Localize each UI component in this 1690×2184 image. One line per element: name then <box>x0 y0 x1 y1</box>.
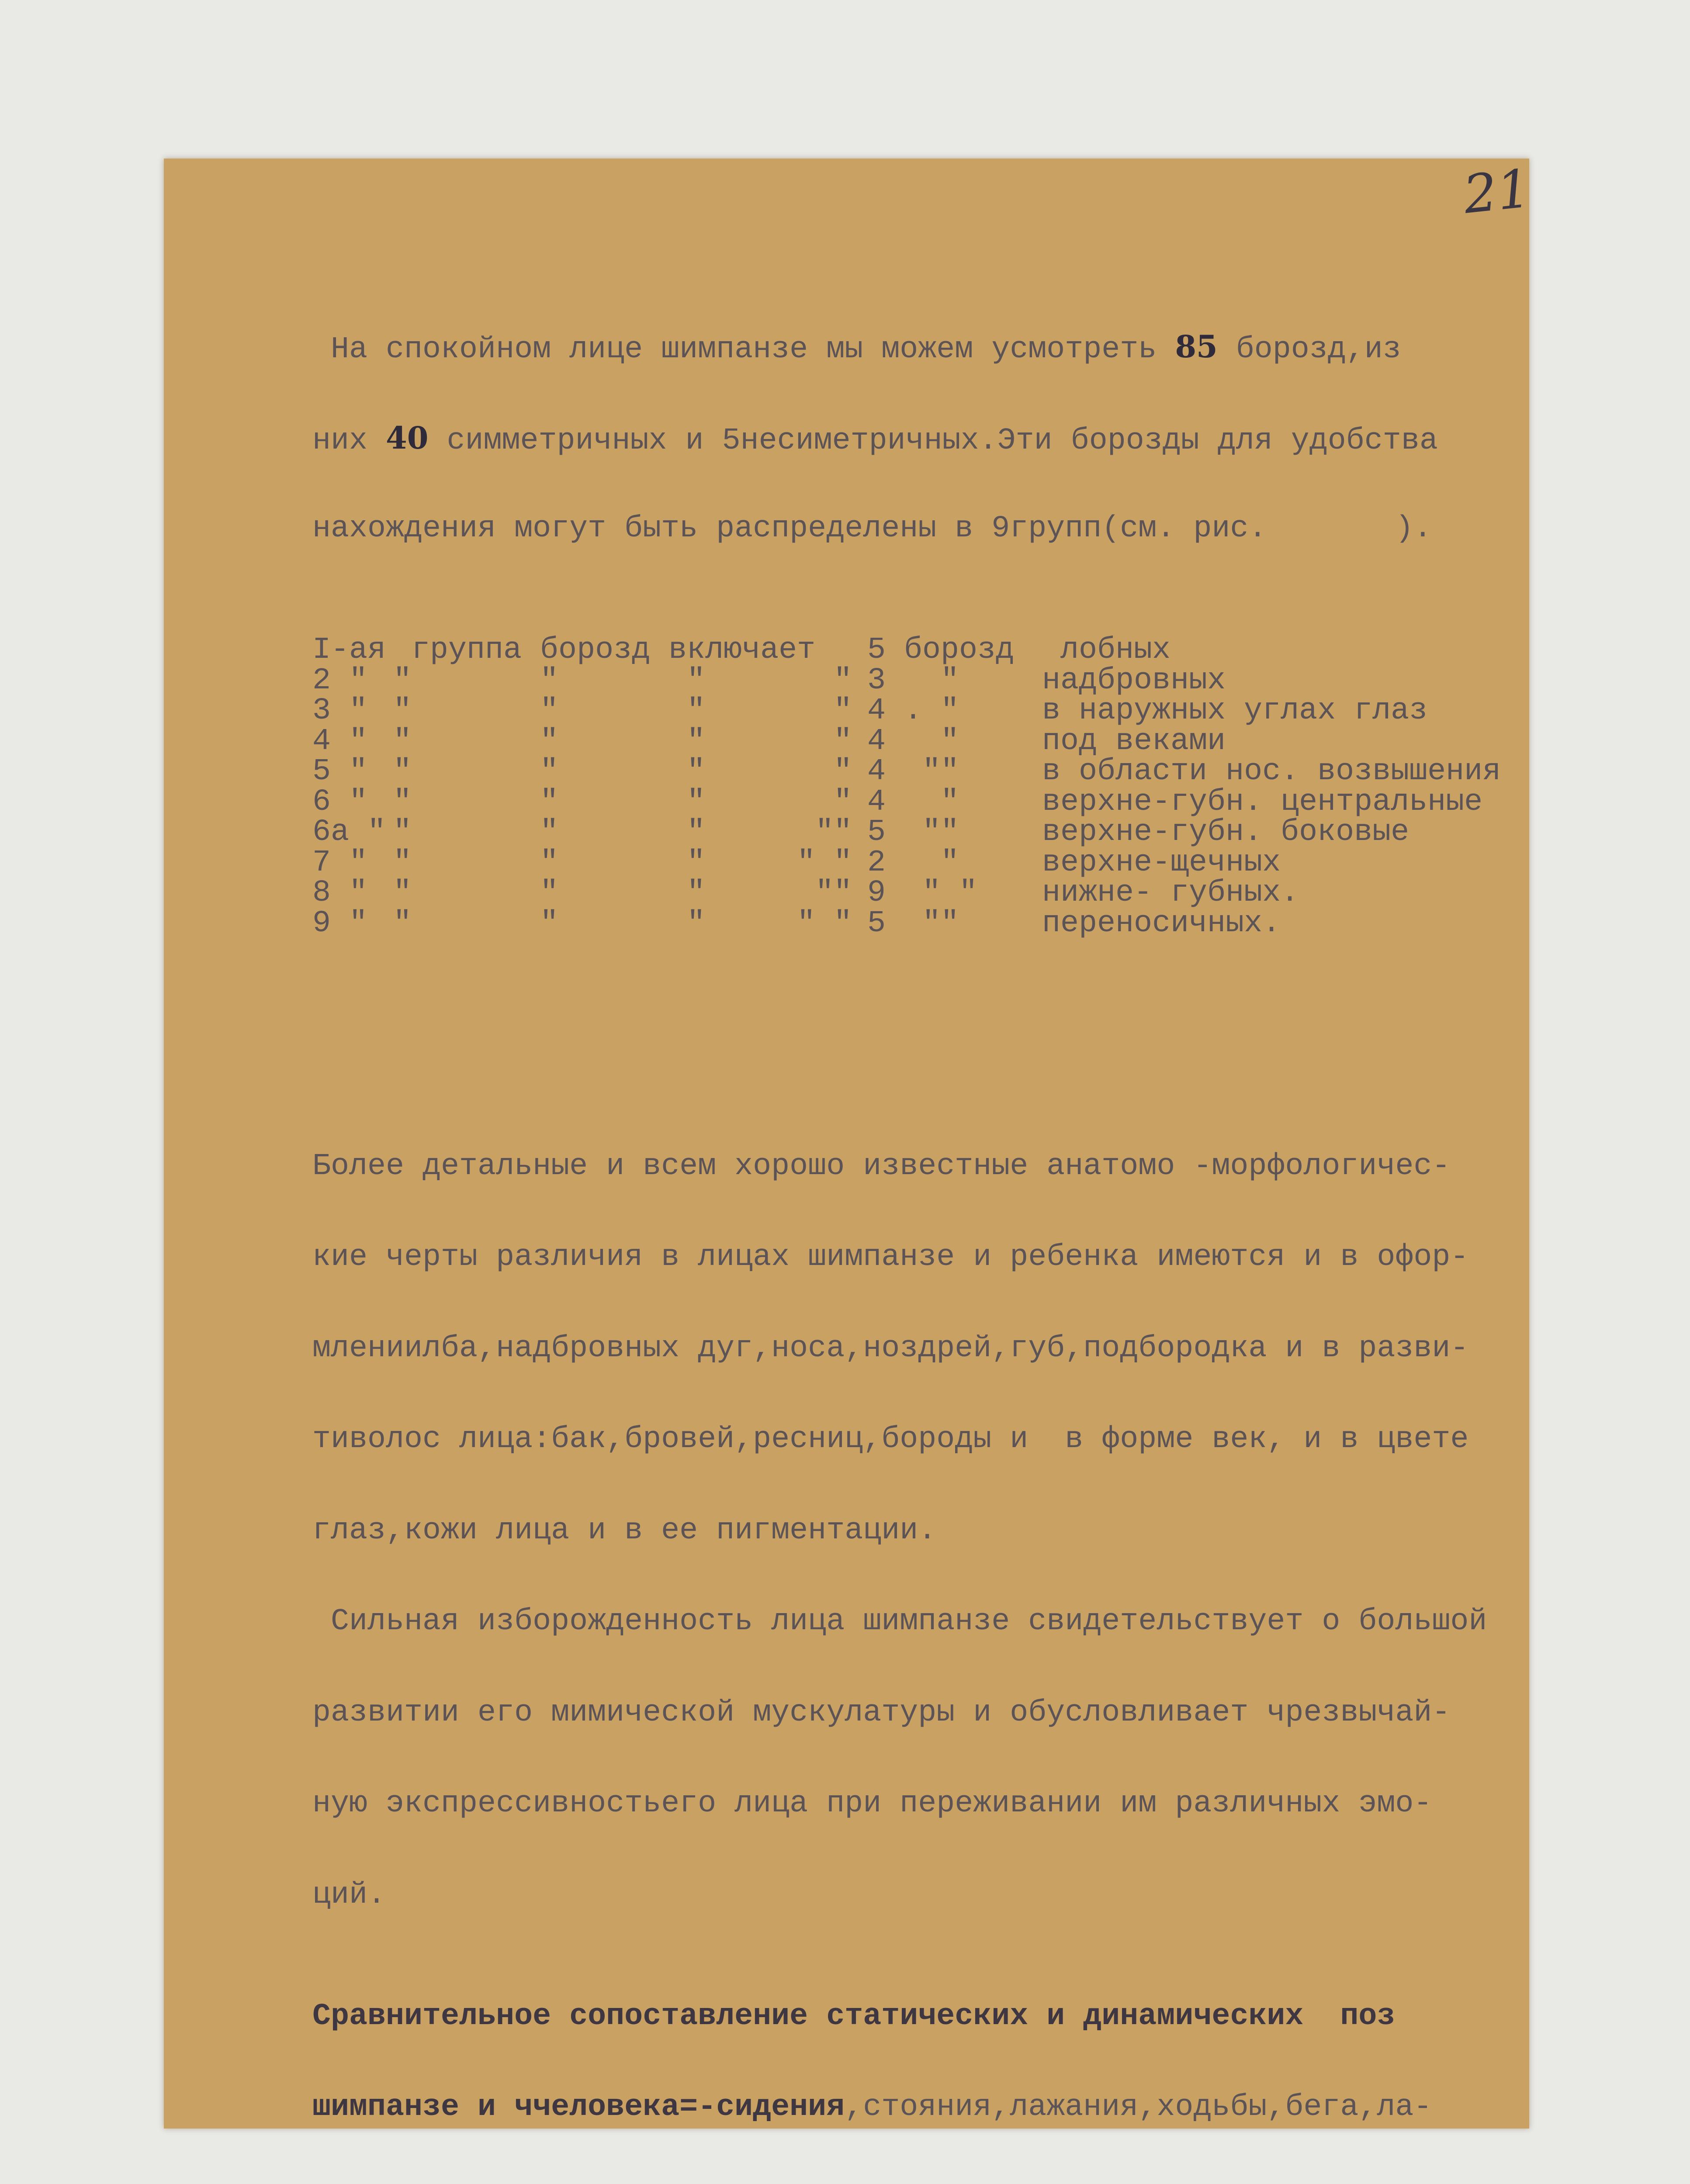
handwritten-number: 85 <box>1175 328 1218 365</box>
table-row: 2 " " " " " 3 " надбровных <box>312 663 1226 698</box>
text-line: Более детальные и всем хорошо известные анатомо -морфологичес- <box>312 1149 1451 1184</box>
text-line: ную экспрессивностьего лица при переживании им различных эмо- <box>312 1787 1432 1821</box>
section-heading: Сравнительное сопоставление статических и динамических поз <box>312 1999 1396 2034</box>
table-row: 5 " " " " " 4 "" в области нос. возвышения <box>312 754 1501 789</box>
text-line: нахождения могут быть распределены в 9групп(см. рис. ). <box>312 511 1432 546</box>
text-line: тиволос лица:бак,бровей,ресниц,бороды и в форме век, и в цвете <box>312 1422 1469 1457</box>
table-row: 4 " " " " " 4 " под веками <box>312 724 1226 759</box>
table-row <box>312 635 1501 666</box>
table-row: 7 " " " " " " 2 " верхне-щечных <box>312 845 1281 880</box>
table-row: 3 " " " " " 4 . " в наружных углах глаз <box>312 694 1428 728</box>
table-row: 9 " " " " " " 5 "" переносичных. <box>312 906 1281 941</box>
text-line: Сильная изборожденность лица шимпанзе свидетельствует о большой <box>312 1604 1487 1639</box>
table-row: 6а " " " " "" 5 "" верхне-губн. боковые <box>312 815 1409 850</box>
table-row: 6 " " " " " 4 " верхне-губн. центральные <box>312 784 1483 819</box>
text-line: кие черты различия в лицах шимпанзе и ребенка имеются и в офор- <box>312 1240 1469 1275</box>
table-row: 8 " " " " "" 9 " " нижне- губных. <box>312 876 1299 910</box>
furrow-count: 5 борозд <box>867 633 1015 667</box>
furrow-groups-table <box>312 635 1501 939</box>
group-text: группа борозд включает <box>393 633 816 667</box>
text-line: глаз,кожи лица и в ее пигментации. <box>312 1513 937 1548</box>
group-number: I-ая <box>312 633 386 667</box>
text-line: ций. <box>312 1877 386 1912</box>
page-number: 21 <box>1461 158 1534 226</box>
section-heading: шимпанзе и ччеловека=-сидения,стояния,лажания,ходьбы,бега,ла- <box>312 2090 1432 2125</box>
text-line: развитии его мимической мускулатуры и обусловливает чрезвычай- <box>312 1695 1451 1730</box>
handwritten-number: 40 <box>386 419 429 456</box>
text-line: На спокойном лице шимпанзе мы можем усмотреть 85 борозд,из <box>312 328 1401 367</box>
text-line: млениилба,надбровных дуг,носа,ноздрей,губ,подбородка и в разви- <box>312 1331 1469 1366</box>
text-line: них 40 симметричных и 5несиметричных.Эти борозды для удобства <box>312 419 1438 458</box>
furrow-type: лобных <box>1042 633 1171 667</box>
document-body <box>312 271 1501 2184</box>
